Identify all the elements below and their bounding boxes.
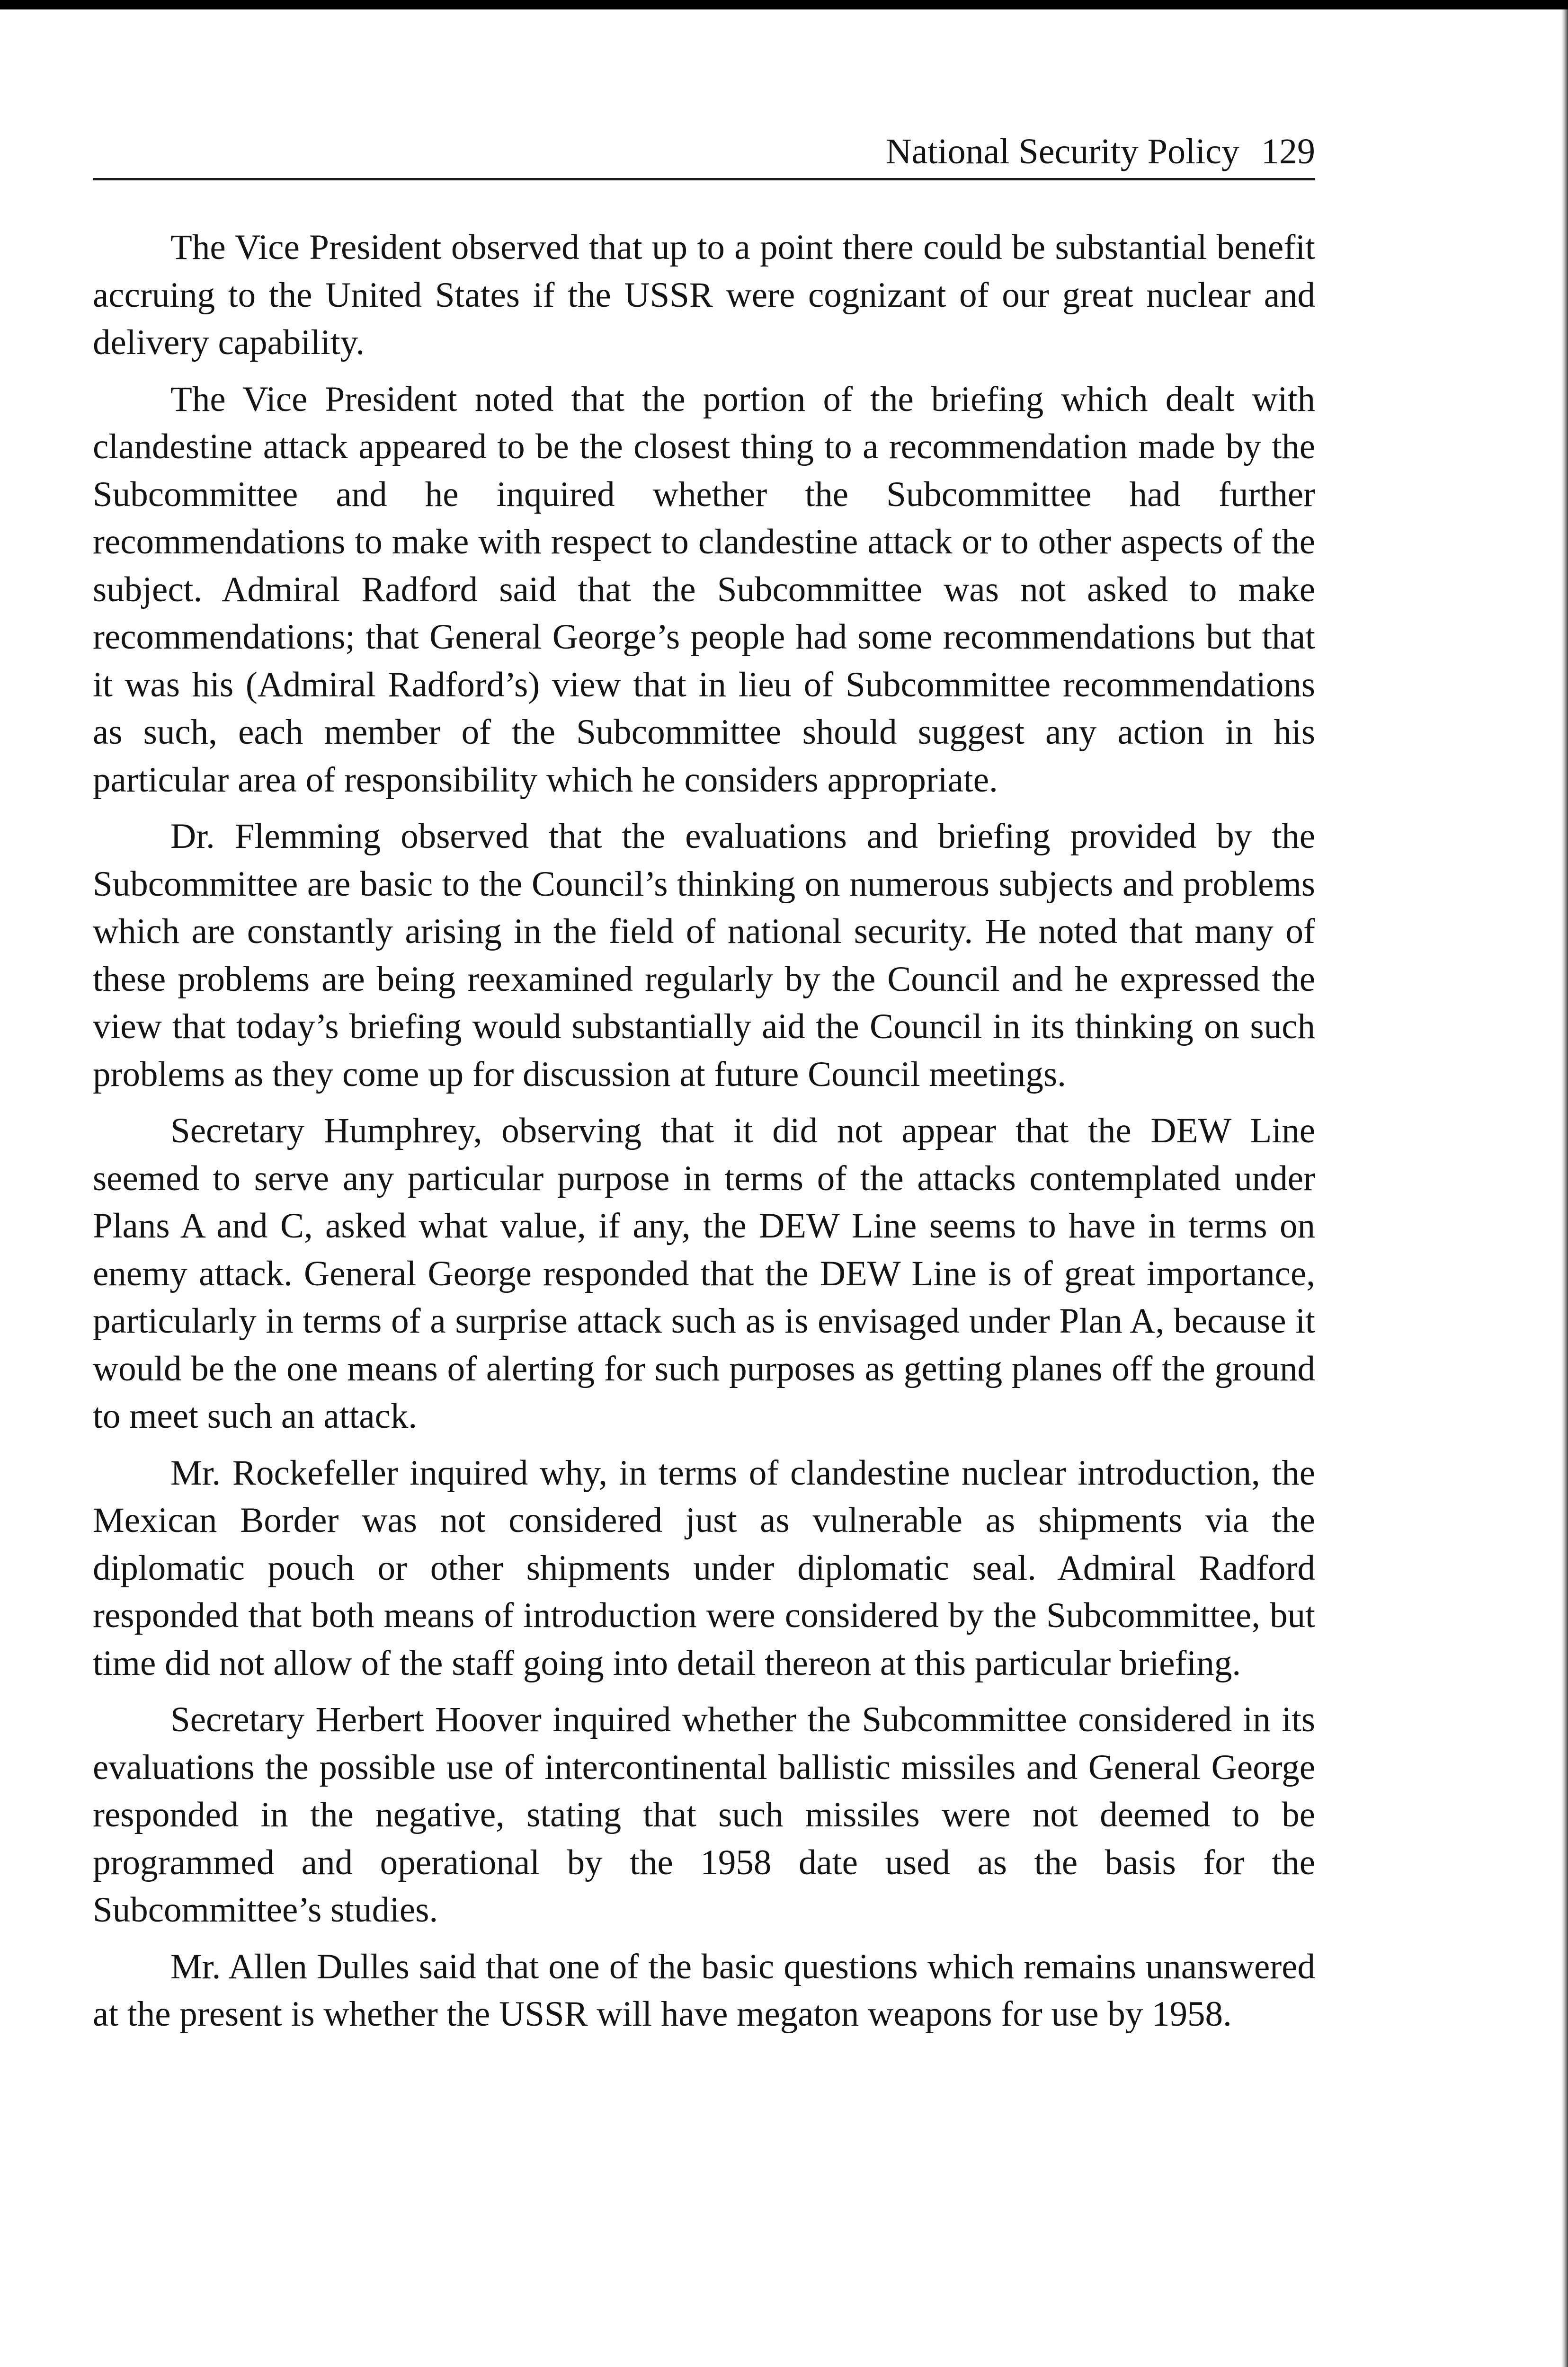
page-number: 129 xyxy=(1261,132,1315,171)
paragraph-hoover: Secretary Herbert Hoover inquired whether the Subcommittee considered in its evaluations the possible use of intercontinental ballistic missiles and General George responded in the negative, stating that such missiles were not deemed to be programmed and operational by the 1958 date used as the basis for the Subcommittee’s studies. xyxy=(93,1700,1315,1930)
page-edge-shadow xyxy=(1561,9,1568,2367)
book-page xyxy=(93,128,1315,2047)
running-head xyxy=(93,128,1315,180)
paragraph-flemming: Dr. Flemming observed that the evaluations and briefing provided by the Subcommittee are basic to the Council’s thinking on numerous subjects and problems which are constantly arising in the field of national security. He noted that many of these problems are being reexamined regularly by the Council and he expressed the view that today’s briefing would substantially aid the Council in its thinking on such problems as they come up for discussion at future Council meetings. xyxy=(93,817,1315,1094)
paragraph-dulles: Mr. Allen Dulles said that one of the basic questions which remains unanswered at the present is whether the USSR will have megaton weapons for use by 1958. xyxy=(93,1947,1315,2034)
paragraph-vice-president-observed: The Vice President observed that up to a point there could be substantial benefit accruing to the United States if the USSR were cognizant of our great nuclear and delivery capability. xyxy=(93,228,1315,362)
body-text xyxy=(93,224,1315,2038)
paragraph-humphrey: Secretary Humphrey, observing that it did not appear that the DEW Line seemed to serve any particular purpose in terms of the attacks contemplated under Plans A and C, asked what value, if any, the DEW Line seems to have in terms on enemy attack. General George responded that the DEW Line is of great importance, particularly in terms of a surprise attack such as is envisaged under Plan A, because it would be the one means of alerting for such purposes as getting planes off the ground to meet such an attack. xyxy=(93,1111,1315,1436)
top-border xyxy=(0,0,1568,9)
running-head-title: National Security Policy xyxy=(885,132,1239,171)
paragraph-rockefeller: Mr. Rockefeller inquired why, in terms of clandestine nuclear introduction, the Mexican Border was not considered just as vulnerable as shipments via the diplomatic pouch or other shipments under diplomatic seal. Admiral Radford responded that both means of introduction were considered by the Subcommittee, but time did not allow of the staff going into detail thereon at this particular briefing. xyxy=(93,1453,1315,1683)
paragraph-vice-president-noted: The Vice President noted that the portion of the briefing which dealt with clandestine attack appeared to be the closest thing to a recommendation made by the Subcommittee and he inquired whether the Subcommittee had further recommendations to make with respect to clandestine attack or to other aspects of the subject. Admiral Radford said that the Subcommittee was not asked to make recommendations; that General George’s people had some recommendations but that it was his (Admiral Radford’s) view that in lieu of Subcommittee recommendations as such, each member of the Subcommittee should suggest any action in his particular area of responsibility which he considers appropriate. xyxy=(93,379,1315,800)
